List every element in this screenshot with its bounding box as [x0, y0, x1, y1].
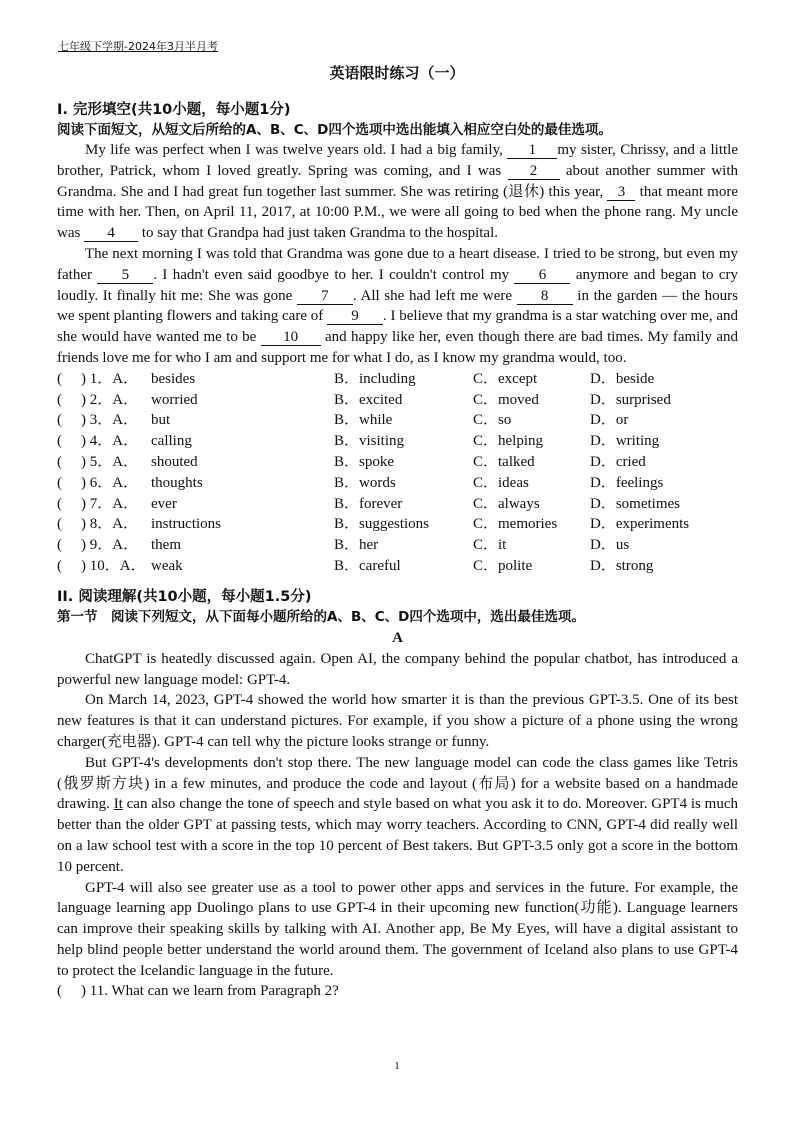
blank-8[interactable]: 8 [517, 288, 573, 305]
question-number: ) 8．A． [81, 516, 139, 533]
question-number: ) 7．A． [81, 495, 139, 512]
option-a[interactable]: instructions [151, 516, 221, 533]
option-b[interactable]: B．words [334, 474, 396, 491]
option-row-1 [57, 369, 738, 390]
question-number: ) 10．A． [81, 557, 146, 574]
reading-paragraph-2: On March 14, 2023, GPT-4 showed the world how smarter it is than the previous GPT-3.5. One of its best new features is that it can understand pictures. For example, if you show a picture of a phone using the wrong charger(充电器). GPT-4 can tell why the picture looks strange or funny. [57, 692, 738, 750]
question-number: ) 1．A． [81, 370, 139, 387]
option-a[interactable]: shouted [151, 453, 198, 470]
page-number: 1 [394, 1060, 400, 1072]
option-d[interactable]: D．or [590, 412, 629, 429]
question-number: ) 5．A． [81, 453, 139, 470]
page-title: 英语限时练习（一） [329, 64, 465, 82]
cloze-options [57, 369, 738, 577]
option-c[interactable]: C．except [473, 370, 538, 387]
option-a[interactable]: thoughts [151, 474, 203, 491]
spacer [57, 577, 738, 587]
blank-9[interactable]: 9 [327, 308, 383, 325]
question-number: ) 9．A． [81, 537, 139, 554]
option-d[interactable]: D．sometimes [590, 495, 680, 512]
option-row-6 [57, 473, 738, 494]
option-row-10 [57, 556, 738, 577]
blank-7[interactable]: 7 [297, 288, 353, 305]
answer-paren[interactable]: ( [57, 537, 62, 554]
option-row-2 [57, 390, 738, 411]
answer-paren[interactable]: ( [57, 516, 62, 533]
option-a[interactable]: calling [151, 433, 192, 450]
header-note: 七年级下学期-2024年3月半月考 [58, 40, 218, 53]
question-11 [57, 981, 738, 1002]
option-c[interactable]: C．always [473, 495, 540, 512]
answer-paren[interactable]: ( [57, 474, 62, 491]
option-a[interactable]: besides [151, 370, 196, 387]
option-d[interactable]: D．experiments [590, 516, 690, 533]
question-number: ) 3．A． [81, 412, 139, 429]
option-b[interactable]: B．while [334, 412, 393, 429]
blank-5[interactable]: 5 [97, 267, 153, 284]
reading-paragraph-1: ChatGPT is heatedly discussed again. Open AI, the company behind the popular chatbot, has introduced a powerful new language model: GPT-4. [57, 650, 738, 688]
option-c[interactable]: C．it [473, 537, 507, 554]
answer-paren[interactable]: ( [57, 557, 62, 574]
option-row-8 [57, 514, 738, 535]
option-c[interactable]: C．moved [473, 391, 539, 408]
option-b[interactable]: B．including [334, 370, 416, 387]
option-a[interactable]: but [151, 412, 171, 429]
option-b[interactable]: B．careful [334, 557, 401, 574]
section-1-instruction: 阅读下面短文，从短文后所给的A、B、C、D四个选项中选出能填入相应空白处的最佳选项。 [57, 122, 612, 138]
option-d[interactable]: D．strong [590, 557, 654, 574]
answer-paren[interactable]: ( [57, 370, 62, 387]
option-c[interactable]: C．memories [473, 516, 558, 533]
option-b[interactable]: B．suggestions [334, 516, 430, 533]
answer-paren[interactable]: ( [57, 412, 62, 429]
cloze-paragraph-1: My life was perfect when I was twelve years old. I had a big family, 1 my sister, Chrissy, and a little brother, Patrick, whom I loved greatly. Spring was coming, and I was 2 about another summer with Grandma. She and I had great fun together last summer. She was retiring (退休) this year, 3 that meant more time with her. Then, on April 11, 2017, at 10:00 P.M., we were all going to bed when the phone rang. My uncle was 4 to say that Grandpa had just taken Grandma to the hospital. [57, 142, 739, 242]
section-2-heading: II. 阅读理解(共10小题，每小题1.5分) [57, 588, 312, 605]
answer-paren[interactable]: ( [57, 391, 62, 408]
answer-paren[interactable]: ( [57, 495, 62, 512]
content [57, 100, 738, 1002]
option-c[interactable]: C．talked [473, 453, 535, 470]
section-2-instruction: 第一节 阅读下列短文，从下面每小题所给的A、B、C、D四个选项中，选出最佳选项。 [57, 608, 585, 625]
passage-label: A [392, 629, 403, 646]
answer-paren[interactable]: ( [57, 453, 62, 470]
blank-3[interactable]: 3 [607, 184, 635, 201]
option-d[interactable]: D．feelings [590, 474, 664, 491]
reading-paragraph-4: GPT-4 will also see greater use as a tool to power other apps and services in the future. For example, the language learning app Duolingo plans to use GPT-4 in their upcoming new function(功能). Language learners can improve their speaking skills by talking with AI. Another app, Be My Eyes, will have a digital assistant to help blind people better understand the world around them. The government of Iceland also plans to use GPT-4 to protect the Icelandic language in the future. [57, 879, 738, 979]
option-c[interactable]: C．polite [473, 557, 533, 574]
cloze-paragraph-2: The next morning I was told that Grandma was gone due to a heart disease. I tried to be strong, but even my father 5 . I hadn't even said goodbye to her. I couldn't control my 6 anymore and began to cry loudly. It finally hit me: She was gone 7 . All she had left me were 8 in the garden — the hours we spent planting flowers and taking care of 9 . I believe that my grandma is a star watching over me, and she would have wanted me to be 10 and happy like her, even though there are bad times. My family and friends love me for who I am and support me for what I do, as I know my grandma would, too. [57, 245, 739, 366]
option-b[interactable]: B．forever [334, 495, 403, 512]
section-1-heading: I. 完形填空(共10小题，每小题1分) [57, 102, 291, 118]
answer-paren[interactable]: ( [57, 433, 62, 450]
option-a[interactable]: them [151, 537, 181, 554]
option-a[interactable]: weak [151, 557, 183, 574]
underlined-it: It [113, 796, 123, 813]
option-a[interactable]: worried [151, 391, 198, 408]
option-d[interactable]: D．writing [590, 433, 660, 450]
blank-6[interactable]: 6 [514, 267, 570, 284]
option-a[interactable]: ever [151, 495, 177, 512]
blank-2[interactable]: 2 [508, 163, 560, 180]
option-b[interactable]: B．her [334, 537, 379, 554]
blank-1[interactable]: 1 [507, 142, 557, 159]
option-c[interactable]: C．so [473, 412, 512, 429]
question-number: ) 2．A． [81, 391, 139, 408]
question-number: ) 6．A． [81, 474, 139, 491]
option-row-7 [57, 494, 738, 515]
option-c[interactable]: C．ideas [473, 474, 529, 491]
reading-paragraph-3: But GPT-4's developments don't stop there. The new language model can code the class games like Tetris (俄罗斯方块) in a few minutes, and produce the code and layout (布局) for a website based on a handmade drawing. It can also change the tone of speech and style based on what you ask it to do. Moreover. GPT4 is much better than the older GPT at passing tests, which may worry teachers. According to CNN, GPT-4 did really well on a law school test with a score in the top 10 percent of Best takers. But GPT-3.5 only got a score in the bottom 10 percent. [57, 754, 738, 875]
option-row-5 [57, 452, 738, 473]
option-row-3 [57, 410, 738, 431]
option-d[interactable]: D．cried [590, 453, 646, 470]
blank-10[interactable]: 10 [261, 329, 321, 346]
question-number: ) 4．A． [81, 433, 139, 450]
answer-paren[interactable]: ( [57, 983, 62, 1000]
option-row-4 [57, 431, 738, 452]
question-11-text: ) 11. What can we learn from Paragraph 2? [81, 983, 339, 1000]
option-d[interactable]: D．us [590, 537, 630, 554]
option-d[interactable]: D．beside [590, 370, 655, 387]
blank-4[interactable]: 4 [84, 225, 138, 242]
option-b[interactable]: B．spoke [334, 453, 395, 470]
option-b[interactable]: B．excited [334, 391, 403, 408]
option-c[interactable]: C．helping [473, 433, 543, 450]
option-d[interactable]: D．surprised [590, 391, 671, 408]
option-b[interactable]: B．visiting [334, 433, 405, 450]
option-row-9 [57, 535, 738, 556]
